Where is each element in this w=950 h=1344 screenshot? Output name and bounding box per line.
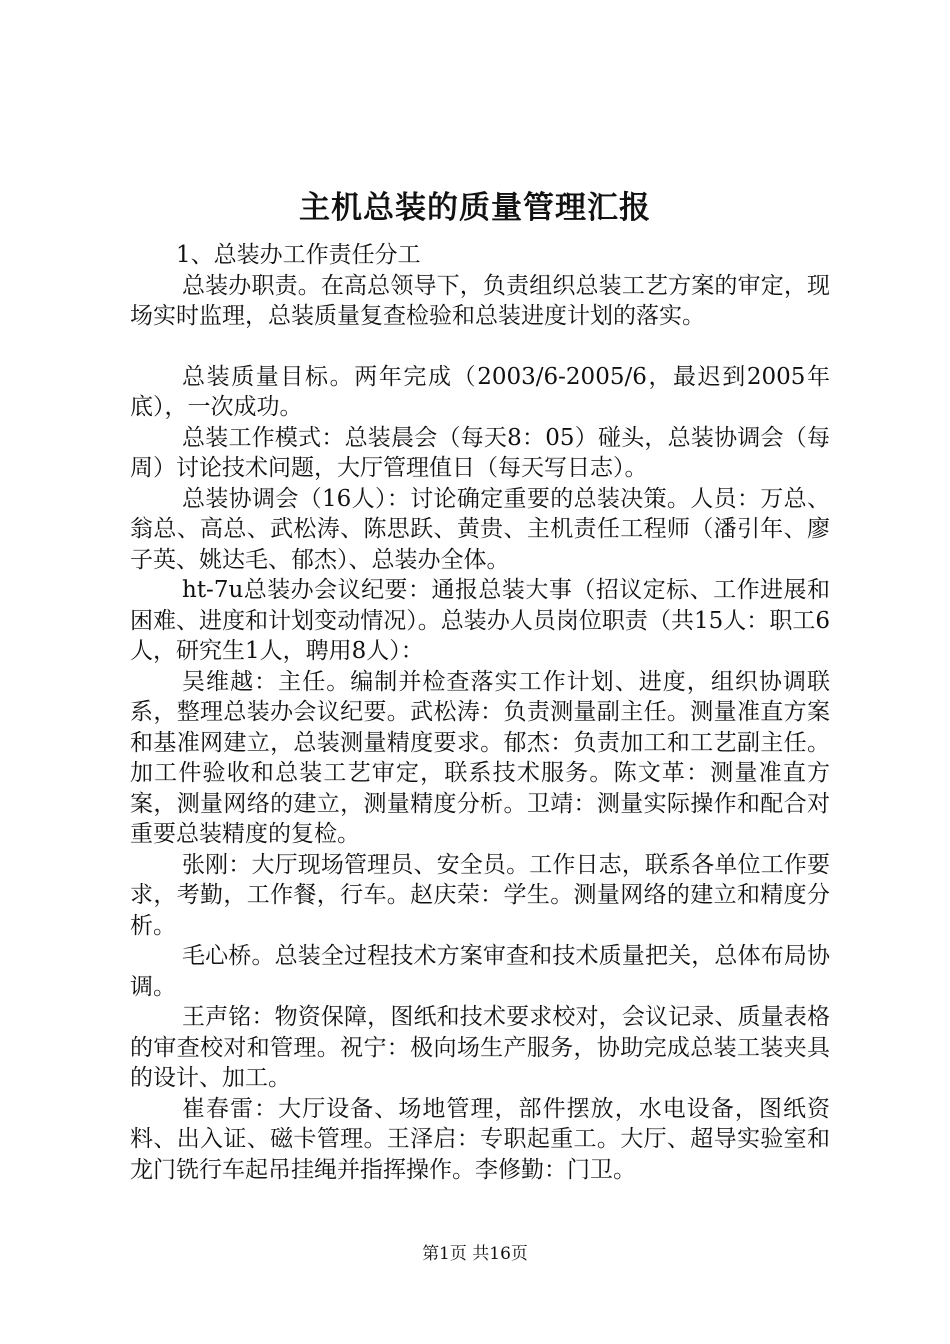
page-indicator: 第1页 共16页	[422, 1244, 528, 1264]
paragraph-coordination-meeting: 总装协调会（16人）：讨论确定重要的总装决策。人员：万总、翁总、高总、武松涛、陈思跃、黄贵、主机责任工程师（潘引年、廖子英、姚达毛、郁杰）、总装办全体。	[130, 485, 830, 573]
document-title: 主机总装的质量管理汇报	[299, 190, 651, 226]
paragraph-staff-zhang: 张刚：大厅现场管理员、安全员。工作日志，联系各单位工作要求，考勤，工作餐，行车。赵庆荣：学生。测量网络的建立和精度分析。	[130, 851, 830, 939]
paragraph-meeting-minutes: ht-7u总装办会议纪要：通报总装大事（招议定标、工作进展和困难、进度和计划变动情况）。总装办人员岗位职责（共15人：职工6人，研究生1人，聘用8人）：	[130, 577, 830, 664]
paragraph-staff-cui: 崔春雷：大厅设备、场地管理，部件摆放，水电设备，图纸资料、出入证、磁卡管理。王泽启：专职起重工。大厅、超导实验室和龙门铣行车起吊挂绳并指挥操作。李修勤：门卫。	[130, 1095, 830, 1183]
section-heading: 1、总装办工作责任分工	[176, 242, 421, 268]
paragraph-office-duties: 总装办职责。在高总领导下，负责组织总装工艺方案的审定，现场实时监理，总装质量复查检验和总装进度计划的落实。	[130, 272, 830, 329]
paragraph-work-mode: 总装工作模式：总装晨会（每天8：05）碰头，总装协调会（每周）讨论技术问题，大厅管理值日（每天写日志）。	[130, 424, 830, 481]
paragraph-staff-wang: 王声铭：物资保障，图纸和技术要求校对，会议记录、质量表格的审查校对和管理。祝宁：极向场生产服务，协助完成总装工装夹具的设计、加工。	[130, 1004, 830, 1091]
paragraph-quality-goal: 总装质量目标。两年完成（2003/6-2005/6，最迟到2005年底），一次成功。	[130, 363, 830, 420]
document-body	[130, 240, 830, 1185]
paragraph-staff-wu: 吴维越：主任。编制并检查落实工作计划、进度，组织协调联系，整理总装办会议纪要。武松涛：负责测量副主任。测量准直方案和基准网建立，总装测量精度要求。郁杰：负责加工和工艺副主任。加工件验收和总装工艺审定，联系技术服务。陈文革：测量准直方案，测量网络的建立，测量精度分析。卫靖：测量实际操作和配合对重要总装精度的复检。	[130, 668, 830, 847]
paragraph-staff-mao: 毛心桥。总装全过程技术方案审查和技术质量把关，总体布局协调。	[130, 943, 830, 1000]
